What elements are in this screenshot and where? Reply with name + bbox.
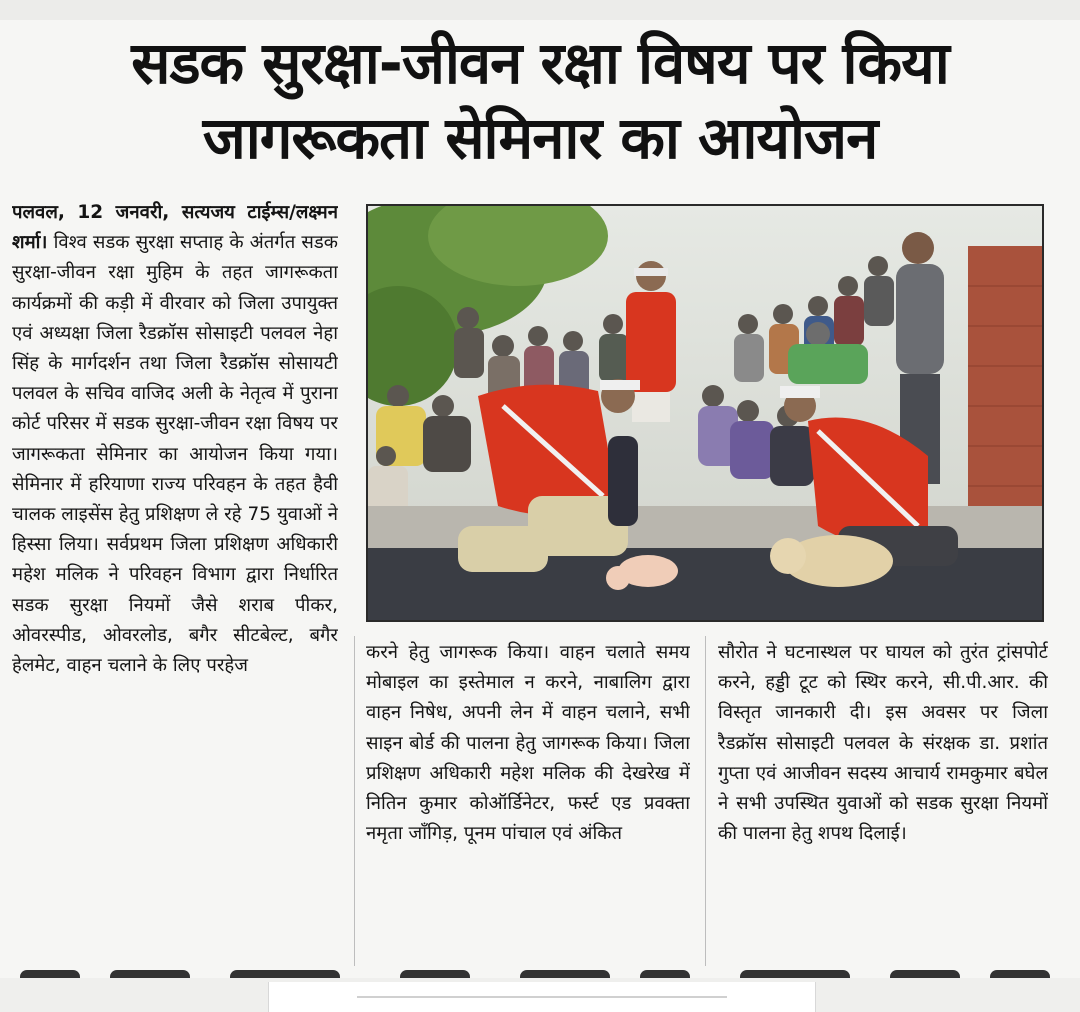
column-2-body: करने हेतु जागरूक किया। वाहन चलाते समय मोबाइल का इस्तेमाल न करने, नाबालिग द्वारा वाहन निषेध, अपनी लेन में वाहन चलाने, सभी साइन बोर्ड की पालना हेतु जागरूक किया। जिला प्रशिक्षण अधिकारी महेश मलिक की देखरेख में नितिन कुमार कोऑर्डिनेटर, फर्स्ट एड प्रवक्ता नमृता जाँगिड़, पूनम पांचाल एवं अंकित: [366, 642, 690, 845]
dateline: पलवल, 12 जनवरी, सत्यजय टाईम्स/लक्ष्मन शर्मा।: [12, 202, 338, 254]
bottom-paper-slip: [268, 982, 816, 1012]
top-strip: [0, 0, 1080, 20]
column-3-body: सौरोत ने घटनास्थल पर घायल को तुरंत ट्रांसपोर्ट करने, हड्डी टूट को स्थिर करने, सी.पी.आर. की विस्तृत जानकारी दी। इस अवसर पर जिला रैडक्रॉस सोसाइटी पलवल के संरक्षक डा. प्रशांत गुप्ता एवं आजीवन सदस्य आचार्य रामकुमार बघेल ने सभी उपस्थित युवाओं को सडक सुरक्षा नियमों की पालना हेतु शपथ दिलाई।: [718, 642, 1048, 845]
column-rule-1: [354, 636, 355, 966]
headline: [0, 26, 1080, 176]
article-photo: [366, 204, 1044, 622]
cpr-training-photo: [368, 206, 1042, 620]
article-column-1: [12, 198, 338, 966]
headline-line-1: सडक सुरक्षा-जीवन रक्षा विषय पर किया: [131, 29, 949, 97]
column-rule-2: [705, 636, 706, 966]
article-column-3: [718, 638, 1048, 966]
article-column-2: [366, 638, 690, 966]
headline-line-2: जागरूकता सेमिनार का आयोजन: [202, 104, 878, 172]
column-1-body: विश्व सडक सुरक्षा सप्ताह के अंतर्गत सडक सुरक्षा-जीवन रक्षा मुहिम के तहत जागरूकता कार्यक्रमों की कड़ी में वीरवार को जिला उपायुक्त एवं अध्यक्षा जिला रैडक्रॉस सोसाइटी पलवल नेहा सिंह के मार्गदर्शन तथा जिला रैडक्रॉस सोसायटी पलवल के सचिव वाजिद अली के नेतृत्व में पुराना कोर्ट परिसर में सडक सुरक्षा-जीवन रक्षा विषय पर जागरूकता सेमिनार का आयोजन किया गया। सेमिनार में हरियाणा राज्य परिवहन के तहत हैवी चालक लाइसेंस हेतु प्रशिक्षण ले रहे 75 युवाओं ने हिस्सा लिया। सर्वप्रथम जिला प्रशिक्षण अधिकारी महेश मलिक ने परिवहन विभाग द्वारा निर्धारित सडक सुरक्षा नियमों जैसे शराब पीकर, ओवरस्पीड, ओवरलोड, बगैर सीटबेल्ट, बगैर हेलमेट, वाहन चलाने के लिए परहेज: [12, 232, 338, 677]
brick-wall: [968, 246, 1042, 546]
